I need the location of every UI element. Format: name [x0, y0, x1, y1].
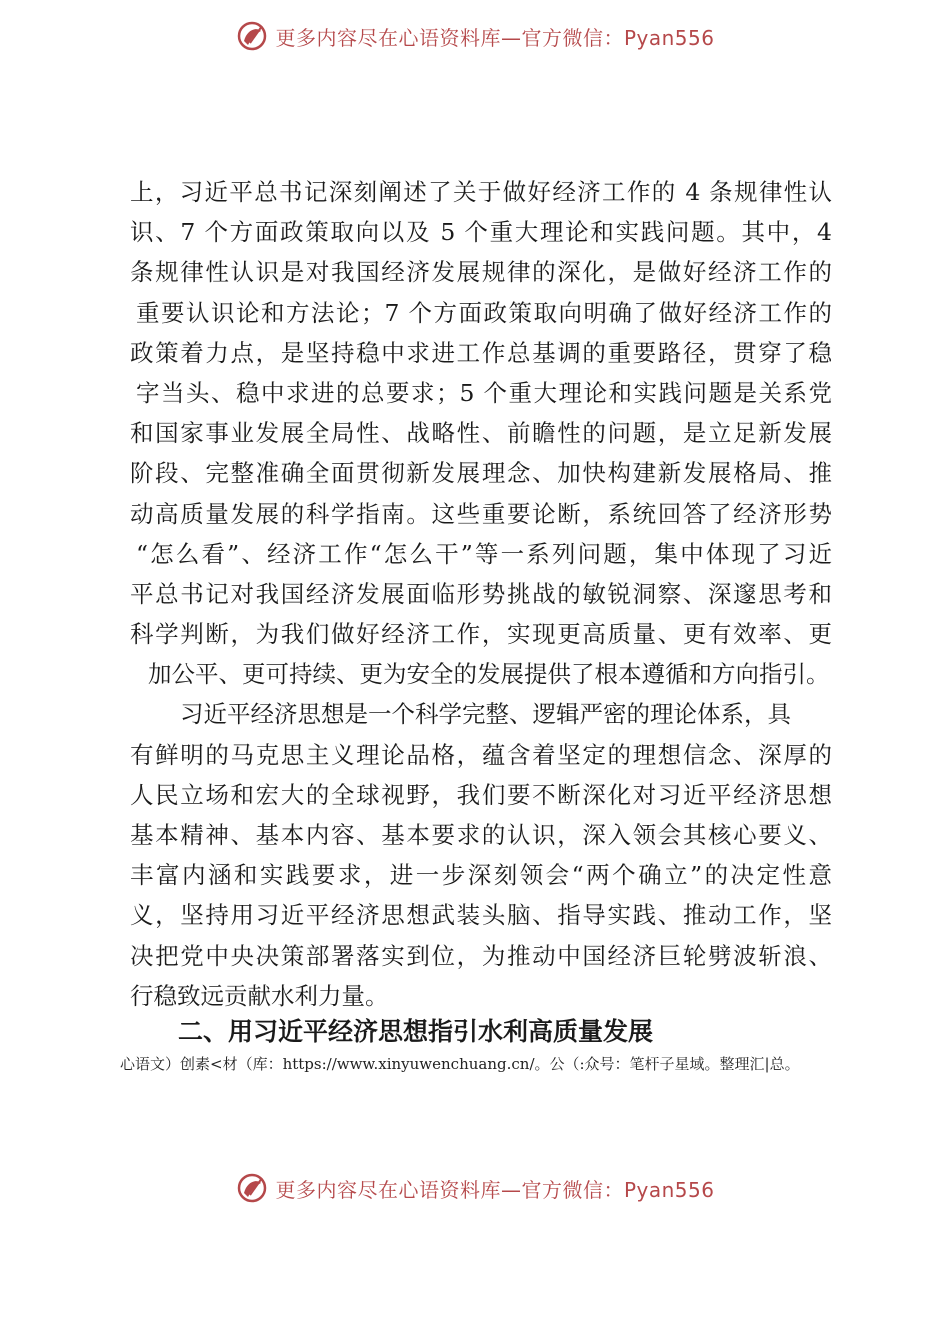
text-line: 政策着力点，是坚持稳中求进工作总基调的重要路径，贯穿了稳	[130, 338, 832, 367]
header-banner	[0, 16, 950, 56]
text-line: 上，习近平总书记深刻阐述了关于做好经济工作的 4 条规律性认	[130, 178, 832, 206]
text-line: 义，坚持用习近平经济思想武装头脑、指导实践、推动工作，坚	[130, 901, 832, 930]
text-line: 字当头、稳中求进的总要求；5 个重大理论和实践问题是关系党	[136, 378, 832, 407]
document-body	[130, 172, 832, 1016]
text-line: 条规律性认识是对我国经济发展规律的深化，是做好经济工作的	[130, 258, 832, 287]
text-line: 平总书记对我国经济发展面临形势挑战的敏锐洞察、深邃思考和	[130, 579, 832, 608]
text-line: 习近平经济思想是一个科学完整、逻辑严密的理论体系，具	[180, 700, 791, 729]
text-line: 识、7 个方面政策取向以及 5 个重大理论和实践问题。其中，4	[130, 218, 832, 247]
section-heading: 二、用习近平经济思想指引水利高质量发展	[178, 1017, 654, 1046]
text-line: 阶段、完整准确全面贯彻新发展理念、加快构建新发展格局、推	[130, 459, 832, 488]
text-line: 动高质量发展的科学指南。这些重要论断，系统回答了经济形势	[130, 499, 832, 528]
logo-icon	[235, 1171, 269, 1205]
paragraph-1	[130, 172, 832, 694]
banner-text: 更多内容尽在心语资料库—官方微信：Pyan556	[275, 25, 715, 50]
text-line: 有鲜明的马克思主义理论品格，蕴含着坚定的理想信念、深厚的	[130, 740, 832, 769]
text-line: 丰富内涵和实践要求，进一步深刻领会“两个确立”的决定性意	[130, 861, 832, 890]
text-line: 基本精神、基本内容、基本要求的认识，深入领会其核心要义、	[130, 821, 832, 849]
text-line: 重要认识论和方法论；7 个方面政策取向明确了做好经济工作的	[136, 298, 832, 327]
text-line: 科学判断，为我们做好经济工作，实现更高质量、更有效率、更	[130, 620, 832, 649]
text-line: 人民立场和宏大的全球视野，我们要不断深化对习近平经济思想	[130, 780, 832, 809]
source-note: 心语文）创素<材（库：https://www.xinyuwenchuang.cn/。公（:众号：笔杆子星域。整理汇|总。	[120, 1055, 800, 1073]
footer-banner	[0, 1168, 950, 1208]
paragraph-2	[130, 694, 832, 1016]
text-line: 行稳致远贡献水利力量。	[130, 981, 389, 1010]
text-line: “怎么看”、经济工作“怎么干”等一系列问题，集中体现了习近	[136, 539, 832, 568]
text-line: 决把党中央决策部署落实到位，为推动中国经济巨轮劈波斩浪、	[130, 941, 832, 970]
banner-text: 更多内容尽在心语资料库—官方微信：Pyan556	[275, 1177, 715, 1202]
text-line: 加公平、更可持续、更为安全的发展提供了根本遵循和方向指引。	[148, 660, 830, 689]
logo-icon	[235, 19, 269, 53]
text-line: 和国家事业发展全局性、战略性、前瞻性的问题，是立足新发展	[130, 419, 832, 448]
